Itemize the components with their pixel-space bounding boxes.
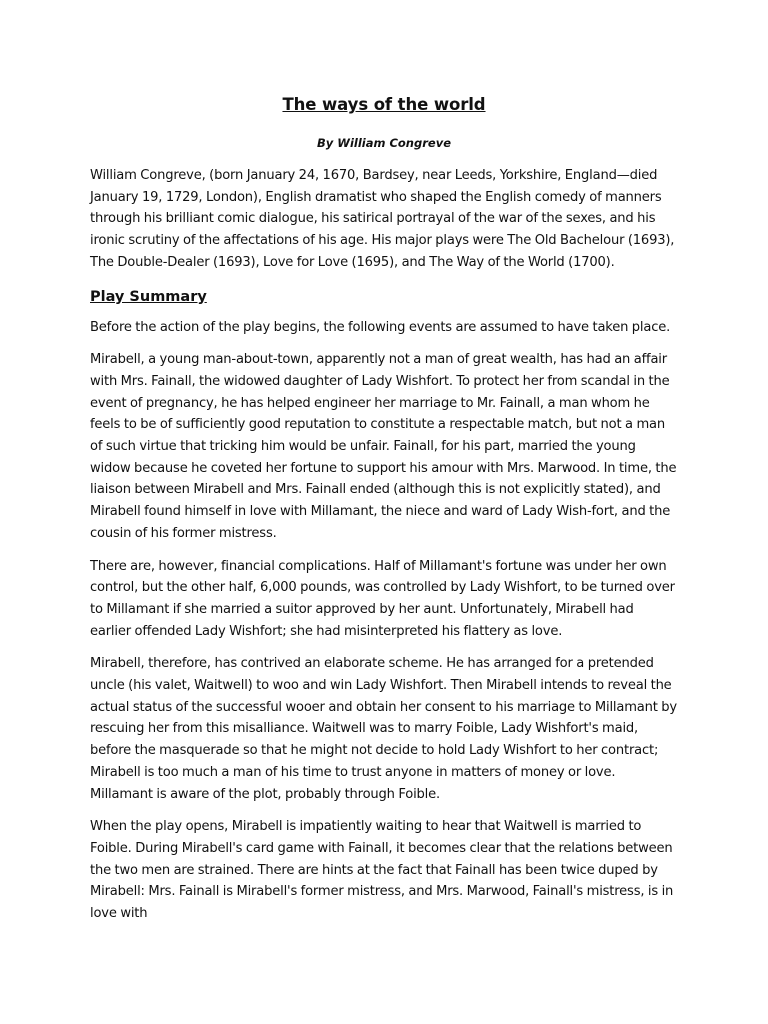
summary-paragraph-4: Mirabell, therefore, has contrived an elaborate scheme. He has arranged for a pretended uncle (his valet, Waitwell) to woo and win Lady Wishfort. Then Mirabell intends to reveal the actual status of the successful wooer and obtain her consent to his marriage to Millamant by rescuing her from this misalliance. Waitwell was to marry Foible, Lady Wishfort's maid, before the masquerade so that he might not decide to hold Lady Wishfort to her contract; Mirabell is too much a man of his time to trust anyone in matters of money or love. Millamant is aware of the plot, probably through Foible.	[90, 656, 677, 802]
document-page	[90, 94, 678, 936]
summary-paragraph-3: There are, however, financial complications. Half of Millamant's fortune was under her own control, but the other half, 6,000 pounds, was controlled by Lady Wishfort, to be turned over to Millamant if she married a suitor approved by her aunt. Unfortunately, Mirabell had earlier offended Lady Wishfort; she had misinterpreted his flattery as love.	[90, 558, 675, 639]
page-title: The ways of the world	[282, 95, 486, 114]
author-byline: By William Congreve	[317, 136, 451, 150]
summary-paragraph-5: When the play opens, Mirabell is impatiently waiting to hear that Waitwell is married to Foible. During Mirabell's card game with Fainall, it becomes clear that the relations between the two men are strained. There are hints at the fact that Fainall has been twice duped by Mirabell: Mrs. Fainall is Mirabell's former mistress, and Mrs. Marwood, Fainall's mistress, is in love with	[90, 819, 674, 922]
intro-paragraph: William Congreve, (born January 24, 1670, Bardsey, near Leeds, Yorkshire, England—died January 19, 1729, London), English dramatist who shaped the English comedy of manners through his brilliant comic dialogue, his satirical portrayal of the war of the sexes, and his ironic scrutiny of the affectations of his age. His major plays were The Old Bachelour (1693), The Double-Dealer (1693), Love for Love (1695), and The Way of the World (1700).	[90, 168, 675, 270]
summary-paragraph-2: Mirabell, a young man-about-town, apparently not a man of great wealth, has had an affair with Mrs. Fainall, the widowed daughter of Lady Wishfort. To protect her from scandal in the event of pregnancy, he has helped engineer her marriage to Mr. Fainall, a man whom he feels to be of sufficiently good reputation to constitute a respectable match, but not a man of such virtue that tricking him would be unfair. Fainall, for his part, married the young widow because he coveted her fortune to support his amour with Mrs. Marwood. In time, the liaison between Mirabell and Mrs. Fainall ended (although this is not explicitly stated), and Mirabell found himself in love with Millamant, the niece and ward of Lady Wish-fort, and the cousin of his former mistress.	[90, 352, 677, 541]
section-heading-play-summary: Play Summary	[90, 288, 207, 305]
summary-paragraph-1: Before the action of the play begins, the following events are assumed to have taken place.	[90, 319, 671, 335]
